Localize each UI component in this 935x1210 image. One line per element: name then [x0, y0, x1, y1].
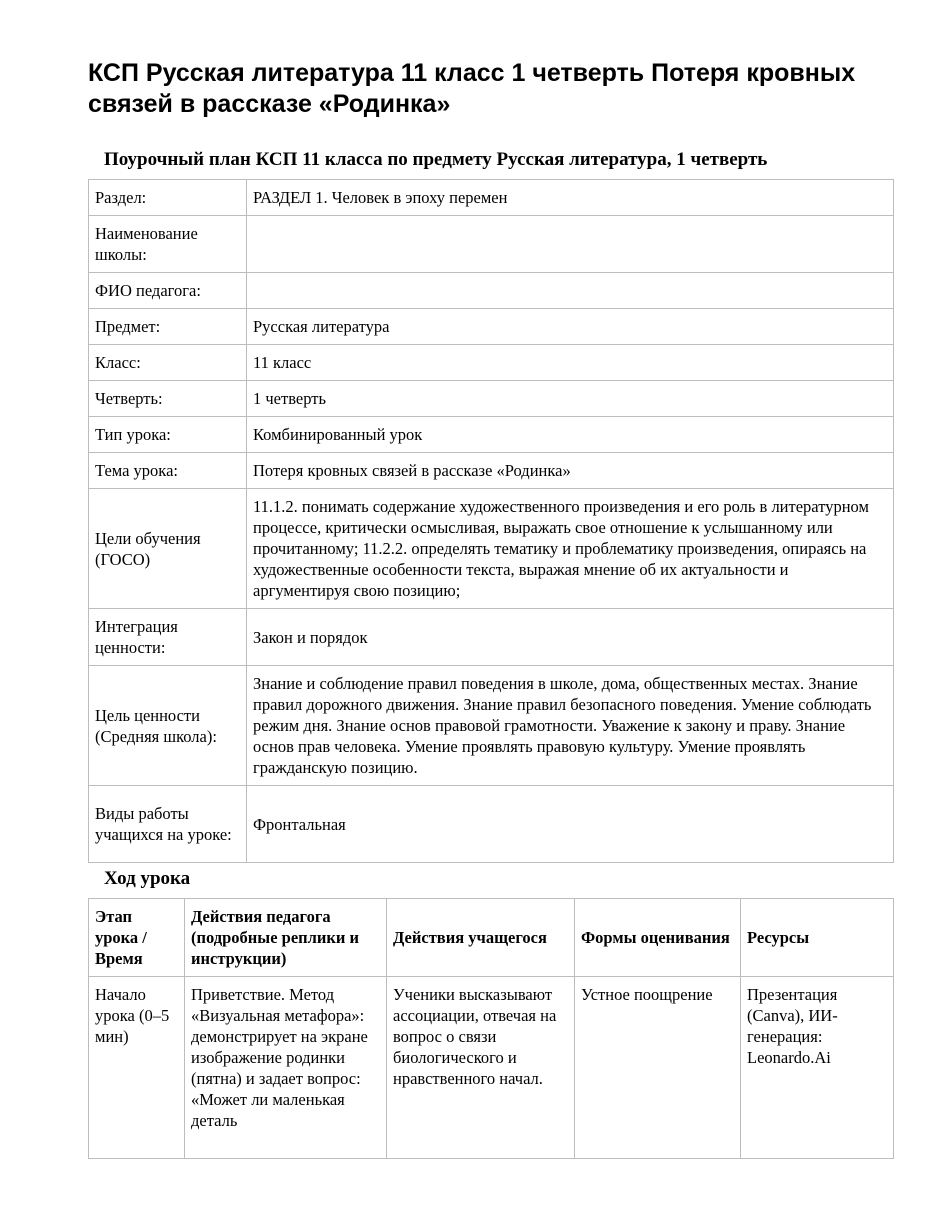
- teacher-actions-cell: Приветствие. Метод «Визуальная метафора»: демонстрирует на экране изображение родинки (пятна) и задает вопрос: «Может ли маленькая деталь: [185, 977, 387, 1159]
- column-header-stage: Этап урока / Время: [89, 899, 185, 977]
- info-row-learning-goals: [89, 489, 894, 609]
- info-row-value-integration: [89, 609, 894, 666]
- info-value: Потеря кровных связей в рассказе «Родинка»: [247, 453, 894, 489]
- info-label: Класс:: [89, 345, 247, 381]
- info-value: [247, 216, 894, 273]
- info-row-lesson-type: [89, 417, 894, 453]
- info-value: Закон и порядок: [247, 609, 894, 666]
- info-label: Тип урока:: [89, 417, 247, 453]
- info-label: Наименование школы:: [89, 216, 247, 273]
- info-value: 1 четверть: [247, 381, 894, 417]
- info-value: Знание и соблюдение правил поведения в школе, дома, общественных местах. Знание правил дорожного движения. Знание правил безопасного поведения. Умение соблюдать режим дня. Знание основ правовой грамотности. Уважение к закону и праву. Знание основ прав человека. Умение проявлять правовую культуру. Умение проявлять гражданскую позицию.: [247, 666, 894, 786]
- info-label: Виды работы учащихся на уроке:: [89, 786, 247, 863]
- info-label: Раздел:: [89, 180, 247, 216]
- info-row-quarter: [89, 381, 894, 417]
- info-row-teacher: [89, 273, 894, 309]
- column-header-assessment: Формы оценивания: [575, 899, 741, 977]
- info-label: Четверть:: [89, 381, 247, 417]
- assessment-cell: Устное поощрение: [575, 977, 741, 1159]
- info-label: ФИО педагога:: [89, 273, 247, 309]
- info-label: Тема урока:: [89, 453, 247, 489]
- lesson-section-title: Ход урока: [104, 868, 191, 889]
- column-header-teacher-actions: Действия педагога (подробные реплики и инструкции): [185, 899, 387, 977]
- info-label: Цель ценности (Средняя школа):: [89, 666, 247, 786]
- info-row-school: [89, 216, 894, 273]
- info-row-subject: [89, 309, 894, 345]
- info-row-work-types: [89, 786, 894, 863]
- table-row: [89, 977, 894, 1159]
- lesson-header-row: [89, 899, 894, 977]
- document-title: КСП Русская литература 11 класс 1 четверть Потеря кровных связей в рассказе «Родинка»: [88, 59, 856, 118]
- info-value: Комбинированный урок: [247, 417, 894, 453]
- resources-cell: Презентация (Canva), ИИ-генерация: Leonardo.Ai: [741, 977, 894, 1159]
- info-value: Русская литература: [247, 309, 894, 345]
- stage-cell: Начало урока (0–5 мин): [89, 977, 185, 1159]
- info-value: Фронтальная: [247, 786, 894, 863]
- column-header-student-actions: Действия учащегося: [387, 899, 575, 977]
- lesson-info-table: [88, 179, 894, 863]
- info-label: Предмет:: [89, 309, 247, 345]
- column-header-resources: Ресурсы: [741, 899, 894, 977]
- info-label: Цели обучения (ГОСО): [89, 489, 247, 609]
- info-value: [247, 273, 894, 309]
- info-value: 11 класс: [247, 345, 894, 381]
- info-value: РАЗДЕЛ 1. Человек в эпоху перемен: [247, 180, 894, 216]
- info-row-lesson-topic: [89, 453, 894, 489]
- info-row-section: [89, 180, 894, 216]
- info-label: Интеграция ценности:: [89, 609, 247, 666]
- plan-title: Поурочный план КСП 11 класса по предмету Русская литература, 1 четверть: [104, 149, 768, 170]
- info-row-grade: [89, 345, 894, 381]
- student-actions-cell: Ученики высказывают ассоциации, отвечая на вопрос о связи биологического и нравственного начал.: [387, 977, 575, 1159]
- lesson-flow-table: [88, 898, 894, 1159]
- info-value: 11.1.2. понимать содержание художественного произведения и его роль в литературном процессе, критически осмысливая, выражать свое отношение к услышанному или прочитанному; 11.2.2. определять тематику и проблематику произведения, опираясь на художественные особенности текста, выражая мнение об их актуальности и аргументируя свою позицию;: [247, 489, 894, 609]
- info-row-value-goal: [89, 666, 894, 786]
